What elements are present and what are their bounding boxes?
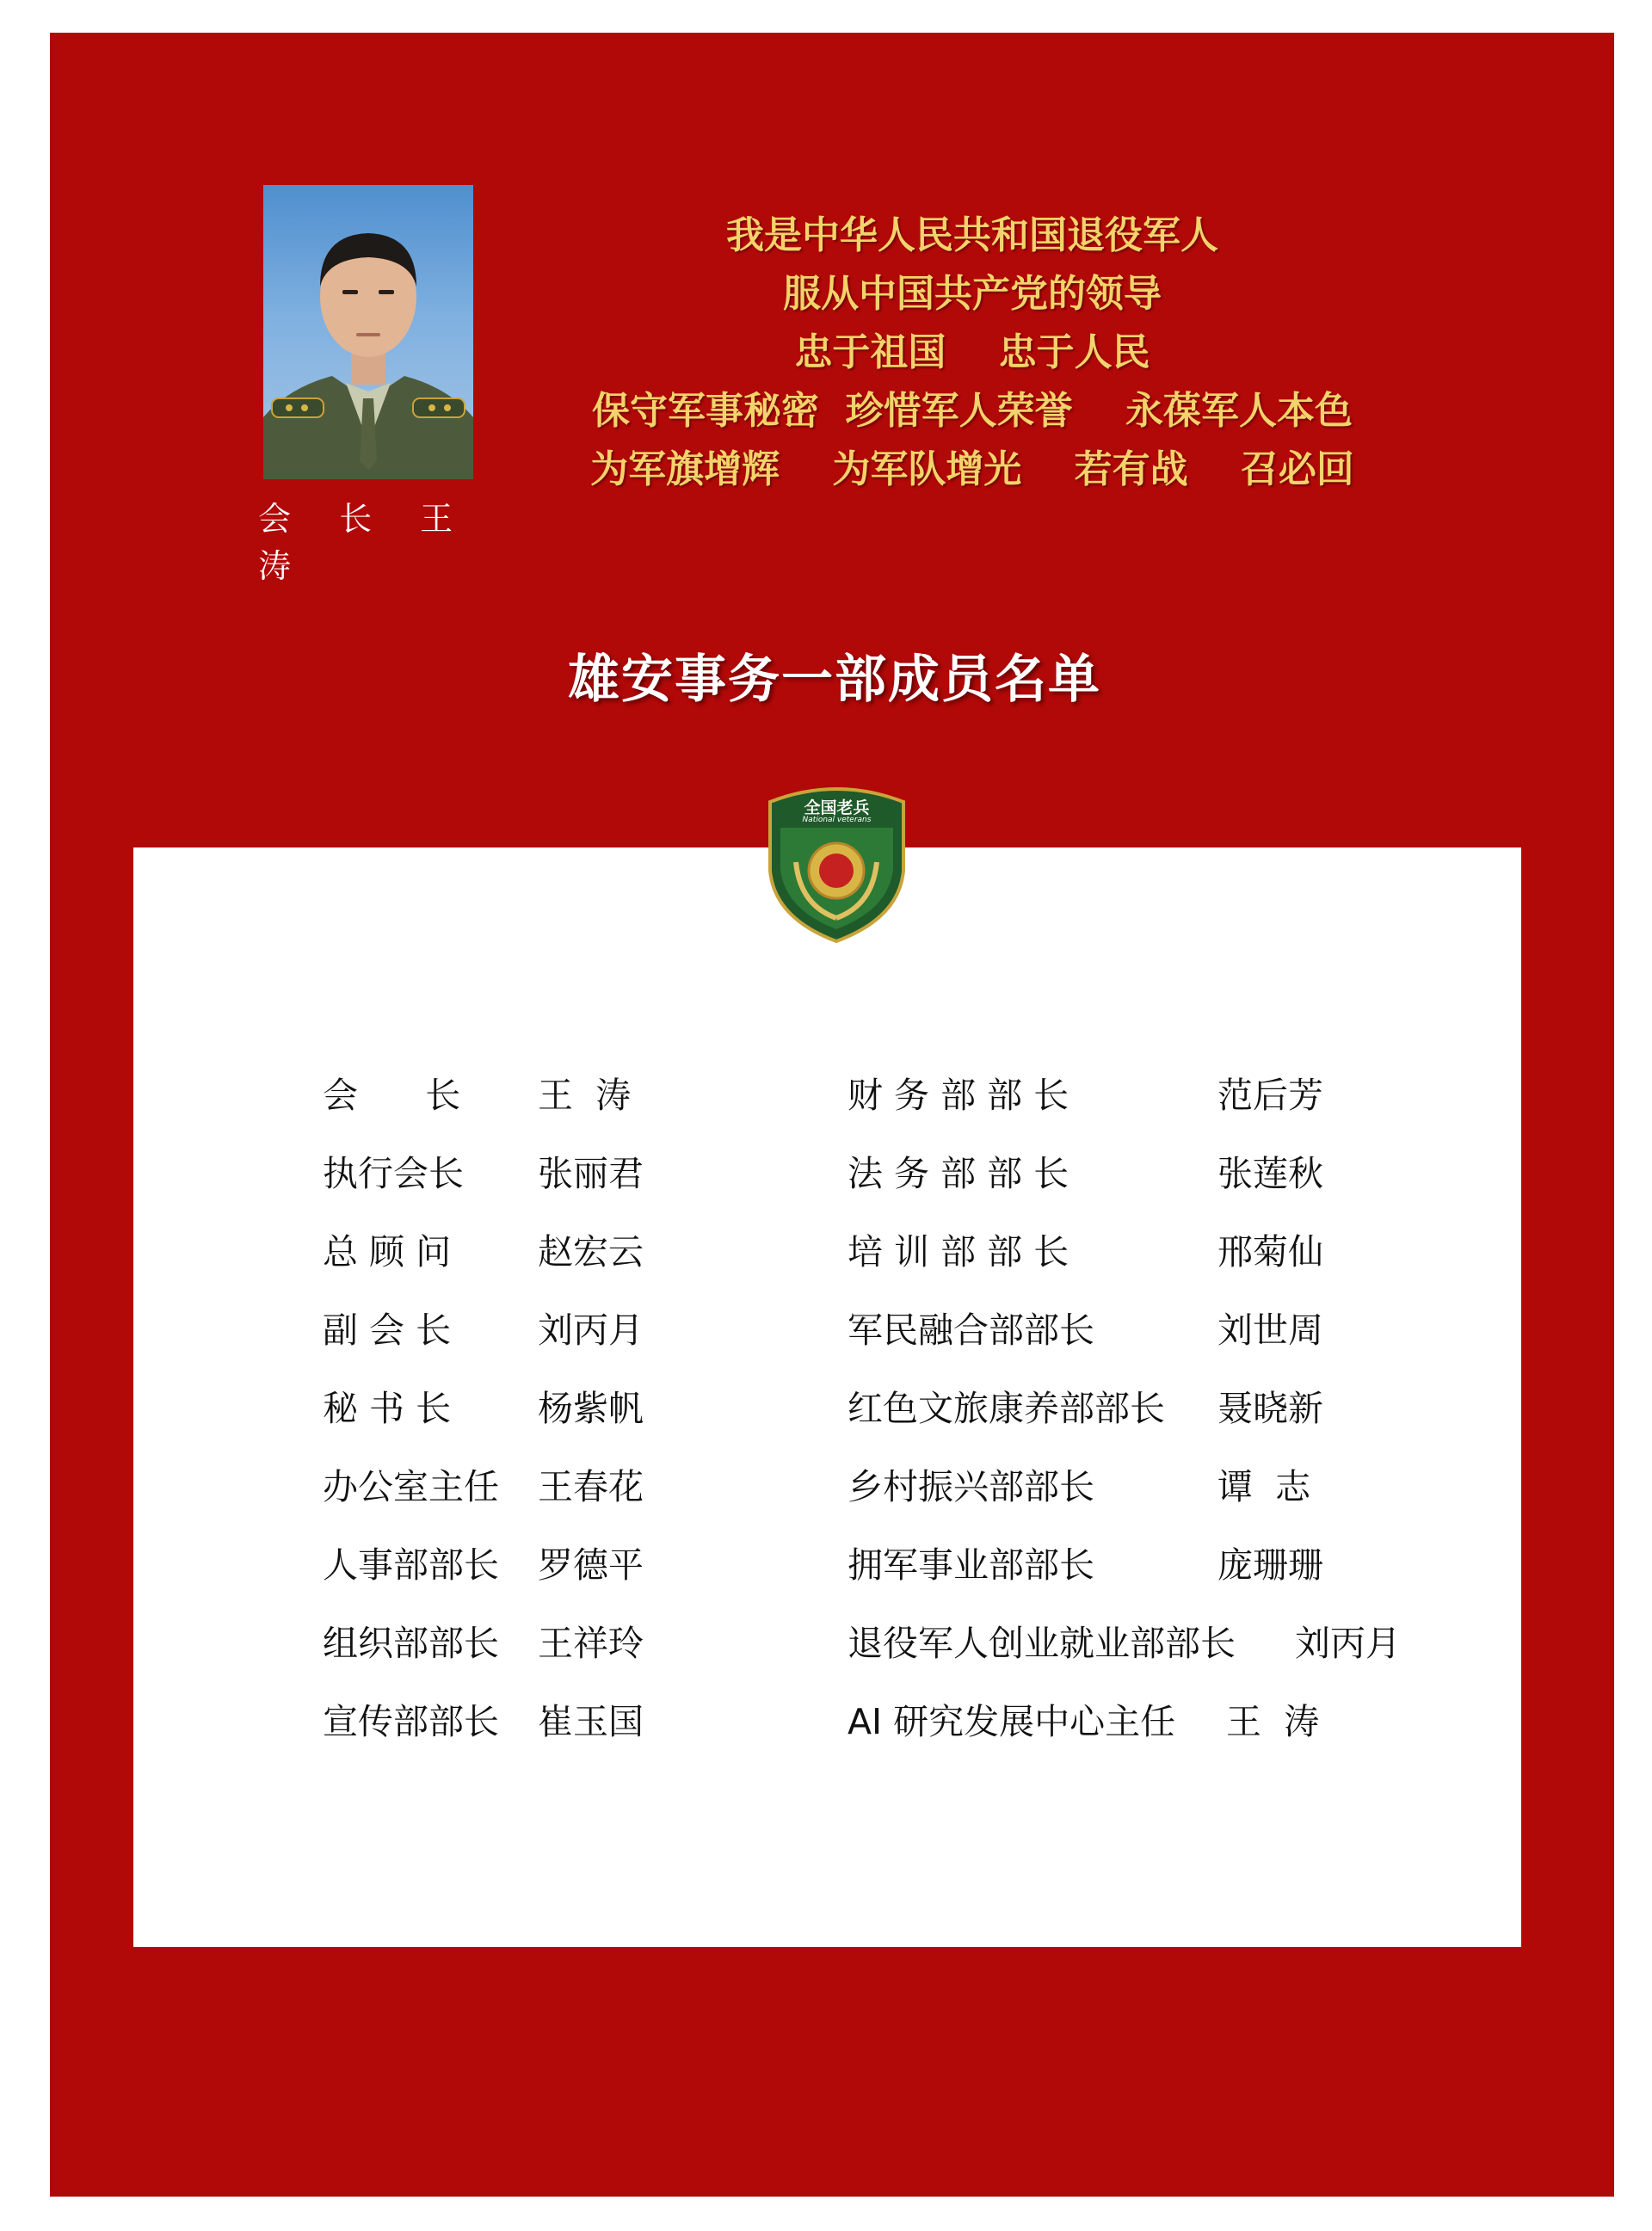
position-title: 红色文旅康养部部长 bbox=[848, 1388, 1165, 1429]
position-title: 副 会 长 bbox=[323, 1310, 452, 1351]
member-name: 范后芳 bbox=[1217, 1075, 1323, 1116]
member-name: 张丽君 bbox=[538, 1153, 644, 1194]
president-portrait bbox=[263, 185, 473, 479]
member-name: 杨紫帆 bbox=[538, 1388, 644, 1429]
position-title: 执行会长 bbox=[323, 1153, 464, 1194]
position-title: 拥军事业部部长 bbox=[848, 1544, 1094, 1586]
position-title: 人事部部长 bbox=[323, 1544, 499, 1586]
position-title: 法 务 部 部 长 bbox=[848, 1153, 1069, 1194]
position-title: 退役军人创业就业部部长 bbox=[848, 1623, 1236, 1664]
member-name: 庞珊珊 bbox=[1217, 1544, 1323, 1586]
member-name: 王春花 bbox=[538, 1466, 644, 1507]
oath-line: 我是中华人民共和国退役军人 bbox=[726, 213, 1218, 257]
portrait-caption: 会 长 王 涛 bbox=[258, 500, 472, 585]
veteran-oath bbox=[551, 206, 1394, 499]
member-name: 王祥玲 bbox=[538, 1623, 644, 1664]
member-name: 王 涛 bbox=[1226, 1701, 1320, 1742]
position-title: 军民融合部部长 bbox=[848, 1310, 1094, 1351]
position-title: 会 长 bbox=[323, 1075, 461, 1116]
member-name: 邢菊仙 bbox=[1217, 1231, 1323, 1273]
portrait-figure-icon bbox=[263, 185, 473, 479]
member-name: 王 涛 bbox=[538, 1075, 632, 1116]
oath-line: 忠于祖国 忠于人民 bbox=[794, 330, 1150, 374]
position-title: 宣传部部长 bbox=[323, 1701, 499, 1742]
badge-text: 全国老兵 bbox=[804, 798, 870, 817]
position-title: 办公室主任 bbox=[323, 1466, 499, 1507]
oath-line: 为军旗增辉 为军队增光 若有战 召必回 bbox=[590, 447, 1354, 491]
member-name: 刘丙月 bbox=[538, 1310, 644, 1351]
position-title: AI 研究发展中心主任 bbox=[848, 1701, 1176, 1742]
oath-line: 服从中国共产党的领导 bbox=[783, 272, 1162, 316]
member-list-title: 雄安事务一部成员名单 bbox=[568, 650, 1101, 710]
member-name: 聂晓新 bbox=[1217, 1388, 1323, 1429]
badge-subtext: National veterans bbox=[802, 816, 872, 824]
position-title: 秘 书 长 bbox=[323, 1388, 452, 1429]
position-title: 乡村振兴部部长 bbox=[848, 1466, 1094, 1507]
oath-line: 保守军事秘密 珍惜军人荣誉 永葆军人本色 bbox=[592, 389, 1353, 433]
member-name: 刘丙月 bbox=[1295, 1623, 1401, 1664]
member-name: 赵宏云 bbox=[538, 1231, 644, 1273]
position-title: 总 顾 问 bbox=[323, 1231, 452, 1273]
member-name: 罗德平 bbox=[538, 1544, 644, 1586]
position-title: 培 训 部 部 长 bbox=[848, 1231, 1069, 1273]
member-name: 崔玉国 bbox=[538, 1701, 644, 1742]
veterans-badge bbox=[761, 776, 912, 944]
member-name: 谭 志 bbox=[1217, 1466, 1311, 1507]
position-title: 组织部部长 bbox=[323, 1623, 499, 1664]
position-title: 财 务 部 部 长 bbox=[848, 1075, 1069, 1116]
member-name: 刘世周 bbox=[1217, 1310, 1323, 1351]
member-name: 张莲秋 bbox=[1217, 1153, 1323, 1194]
